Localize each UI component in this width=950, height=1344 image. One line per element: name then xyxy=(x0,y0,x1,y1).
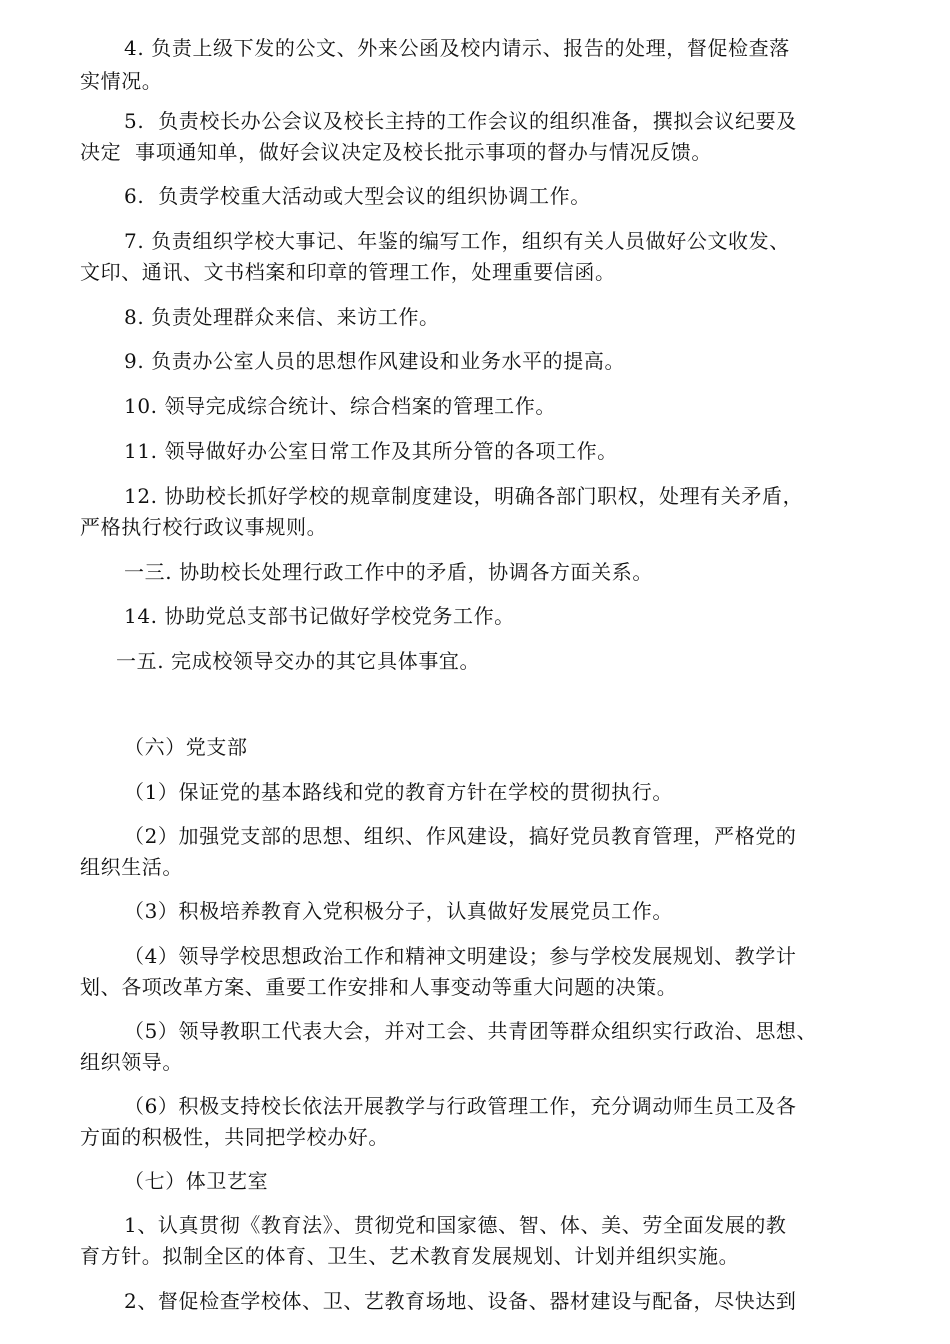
text-line: （6）积极支持校长依法开展教学与行政管理工作，充分调动师生员工及各 xyxy=(124,1094,797,1118)
text-line: 6. 负责学校重大活动或大型会议的组织协调工作。 xyxy=(124,184,591,208)
text-line: 组织生活。 xyxy=(80,855,183,879)
text-line: 一三. 协助校长处理行政工作中的矛盾，协调各方面关系。 xyxy=(124,560,653,584)
text-line: 9. 负责办公室人员的思想作风建设和业务水平的提高。 xyxy=(124,349,626,373)
text-line: 文印、通讯、文书档案和印章的管理工作，处理重要信函。 xyxy=(80,260,616,284)
text-line: （1）保证党的基本路线和党的教育方针在学校的贯彻执行。 xyxy=(124,780,673,804)
text-line: 5. 负责校长办公会议及校长主持的工作会议的组织准备，撰拟会议纪要及 xyxy=(124,109,797,133)
text-line: 11. 领导做好办公室日常工作及其所分管的各项工作。 xyxy=(124,439,618,463)
text-line: 10. 领导完成综合统计、综合档案的管理工作。 xyxy=(124,394,556,418)
text-line: 严格执行校行政议事规则。 xyxy=(80,515,328,539)
text-line: 7. 负责组织学校大事记、年鉴的编写工作，组织有关人员做好公文收发、 xyxy=(124,229,790,253)
text-line: 8. 负责处理群众来信、来访工作。 xyxy=(124,305,440,329)
text-line: 育方针。拟制全区的体育、卫生、艺术教育发展规划、计划并组织实施。 xyxy=(80,1244,740,1268)
text-line: （4）领导学校思想政治工作和精神文明建设；参与学校发展规划、教学计 xyxy=(124,944,797,968)
text-line: 12. 协助校长抓好学校的规章制度建设，明确各部门职权，处理有关矛盾， xyxy=(124,484,804,508)
text-line: 4. 负责上级下发的公文、外来公函及校内请示、报告的处理，督促检查落 xyxy=(124,36,790,60)
text-line: 决定 事项通知单，做好会议决定及校长批示事项的督办与情况反馈。 xyxy=(80,140,712,164)
text-line: 组织领导。 xyxy=(80,1050,183,1074)
text-line: 14. 协助党总支部书记做好学校党务工作。 xyxy=(124,604,515,628)
text-line: 实情况。 xyxy=(80,69,163,93)
text-line: （3）积极培养教育入党积极分子，认真做好发展党员工作。 xyxy=(124,899,673,923)
text-line: 一五. 完成校领导交办的其它具体事宜。 xyxy=(116,649,481,673)
text-line: 2、督促检查学校体、卫、艺教育场地、设备、器材建设与配备，尽快达到 xyxy=(124,1289,797,1313)
text-line: （2）加强党支部的思想、组织、作风建设，搞好党员教育管理，严格党的 xyxy=(124,824,797,848)
section-heading: （七）体卫艺室 xyxy=(124,1169,269,1193)
text-line: 方面的积极性，共同把学校办好。 xyxy=(80,1125,389,1149)
text-line: 划、各项改革方案、重要工作安排和人事变动等重大问题的决策。 xyxy=(80,975,678,999)
text-line: （5）领导教职工代表大会，并对工会、共青团等群众组织实行政治、思想、 xyxy=(124,1019,818,1043)
text-line: 1、认真贯彻《教育法》、贯彻党和国家德、智、体、美、劳全面发展的教 xyxy=(124,1213,787,1237)
section-heading: （六）党支部 xyxy=(124,735,248,759)
